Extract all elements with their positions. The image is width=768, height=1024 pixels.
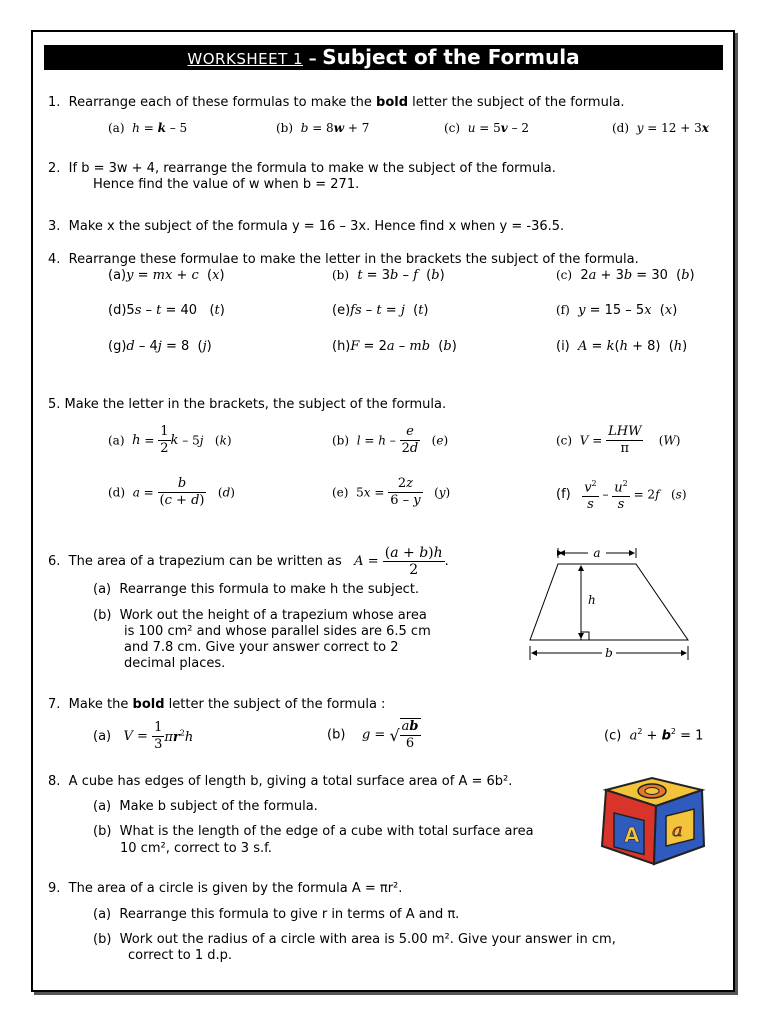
q9-question: 9. The area of a circle is given by the formula A = πr². — [48, 881, 403, 896]
q1-part-a: (a) h = k – 5 — [108, 121, 188, 135]
worksheet-number: WORKSHEET 1 — [187, 50, 304, 68]
q5-part-e: (e) 5x = $\frac{2z}{6 - y}$ (y) — [332, 476, 451, 508]
q6-part-b: (b) Work out the height of a trapezium whose area — [93, 608, 427, 623]
q4-part-e: (e)fs – t = j (t) — [332, 303, 429, 318]
q1-question: 1. Rearrange each of these formulas to make the bold letter the subject of the formula. — [48, 95, 625, 110]
q5-part-c: (c) V = $\frac{\text{LHW}}{\pi}$ (W) — [556, 424, 681, 456]
q6-part-b-line3: and 7.8 cm. Give your answer correct to 2 — [124, 640, 399, 655]
q4-part-i: (i) A = k(h + 8) (h) — [556, 339, 688, 354]
q1-part-d: (d) y = 12 + 3x — [612, 121, 709, 135]
q9-part-b: (b) Work out the radius of a circle with area is 5.00 m². Give your answer in cm, — [93, 932, 616, 947]
q5-part-f: (f) $\frac{v^2}{s}$ – $\frac{u^2}{s}$ = 2f (s) — [556, 476, 687, 513]
q6-part-b-line4: decimal places. — [124, 656, 226, 671]
q7-part-b: (b) g = √ $\frac{ab}{6}$ — [327, 719, 419, 751]
q4-part-g: (g)d – 4j = 8 (j) — [108, 339, 212, 354]
title-main: Subject of the Formula — [322, 45, 580, 69]
q5-part-d: (d) a = $\frac{b}{(c + d)}$ (d) — [108, 476, 235, 508]
q8-part-b: (b) What is the length of the edge of a cube with total surface area — [93, 824, 534, 839]
diagram-label-a: a — [593, 546, 601, 560]
diagram-label-b: b — [605, 646, 613, 660]
q3-question: 3. Make x the subject of the formula y = 16 – 3x. Hence find x when y = -36.5. — [48, 219, 565, 234]
q4-part-f: (f) y = 15 – 5x (x) — [556, 303, 678, 318]
q2-question: 2. If b = 3w + 4, rearrange the formula to make w the subject of the formula. — [48, 161, 556, 176]
svg-text:a: a — [672, 820, 683, 841]
svg-text:A: A — [624, 823, 640, 847]
q1-part-b: (b) b = 8w + 7 — [276, 121, 370, 135]
worksheet-title: WORKSHEET 1 – Subject of the Formula — [44, 45, 723, 70]
q2-question-line2: Hence find the value of w when b = 271. — [93, 177, 360, 192]
q4-part-c: (c) 2a + 3b = 30 (b) — [556, 268, 695, 283]
q4-question: 4. Rearrange these formulae to make the letter in the brackets the subject of the formula. — [48, 252, 639, 267]
q8-question: 8. A cube has edges of length b, giving a total surface area of A = 6b². — [48, 774, 513, 789]
q4-part-b: (b) t = 3b – f (b) — [332, 268, 445, 283]
q4-part-h: (h)F = 2a – mb (b) — [332, 339, 457, 354]
q7-part-c: (c) $a^2 + b^2 = 1$ — [604, 727, 704, 744]
q6-part-b-line2: is 100 cm² and whose parallel sides are 6.5 cm — [124, 624, 431, 639]
q6-part-a: (a) Rearrange this formula to make h the subject. — [93, 582, 420, 597]
q4-part-d: (d)5s – t = 40 (t) — [108, 303, 225, 318]
toy-block-picture — [594, 772, 714, 868]
diagram-label-h: h — [588, 593, 596, 607]
q8-part-a: (a) Make b subject of the formula. — [93, 799, 318, 814]
q5-part-b: (b) l = h – $\frac{e}{2d}$ (e) — [332, 424, 449, 456]
q8-part-b-line2: 10 cm², correct to 3 s.f. — [120, 841, 272, 856]
q9-part-a: (a) Rearrange this formula to give r in terms of A and π. — [93, 907, 460, 922]
q7-part-a: (a) V = $\frac{1}{3}$ $\pi r^2h$ — [93, 720, 194, 752]
q4-part-a: (a)y = mx + c (x) — [108, 268, 225, 283]
q5-part-a: (a) h = $\frac{1}{2}$ k – 5j (k) — [108, 424, 232, 456]
q7-question: 7. Make the bold letter the subject of the formula : — [48, 697, 386, 712]
trapezium-diagram — [522, 544, 702, 664]
q9-part-b-line2: correct to 1 d.p. — [128, 948, 233, 963]
q5-question: 5. Make the letter in the brackets, the subject of the formula. — [48, 397, 447, 412]
q6-question: 6. The area of a trapezium can be written as A = $\frac{(a + b)h}{2}$ . — [48, 545, 449, 578]
q1-part-c: (c) u = 5v – 2 — [444, 121, 530, 135]
